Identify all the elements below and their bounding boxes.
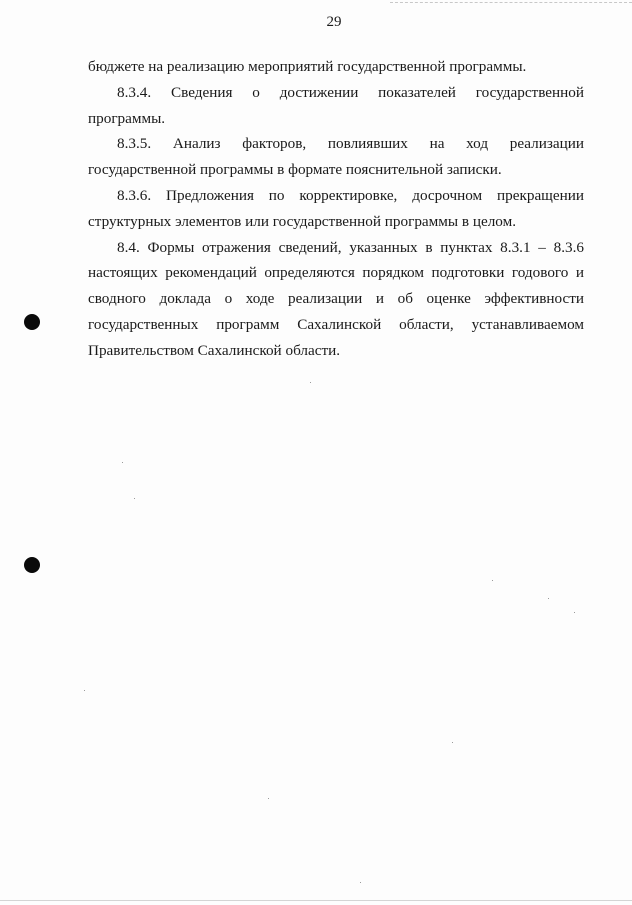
scan-speck [134,498,135,499]
paragraph-8-4: 8.4. Формы отражения сведений, указанных в пунктах 8.3.1 – 8.3.6 настоящих рекомендаций определяются порядком подготовки годового и сводного доклада о ходе реализации и об оценке эффективности государственных программ Сахалинской области, устанавливаемом Правительством Сахалинской области. [88,238,584,359]
punch-hole-icon [24,557,40,573]
scan-edge-bottom [0,900,632,901]
punch-hole-icon [24,314,40,330]
scan-speck [122,462,123,463]
scan-speck [310,382,311,383]
document-body [88,54,584,364]
paragraph-8-3-4: 8.3.4. Сведения о достижении показателей государственной программы. [88,83,584,127]
paragraph-8-3-6: 8.3.6. Предложения по корректировке, досрочном прекращении структурных элементов или государственной программы в целом. [88,186,584,230]
scan-edge-top [390,2,632,3]
scan-speck [360,882,361,883]
scan-speck [452,742,453,743]
paragraph-continuation: бюджете на реализацию мероприятий государственной программы. [88,58,527,75]
scan-speck [574,612,575,613]
paragraph-8-3-5: 8.3.5. Анализ факторов, повлиявших на ход реализации государственной программы в формате пояснительной записки. [88,135,584,179]
scan-speck [492,580,493,581]
scan-speck [84,690,85,691]
scan-speck [548,598,549,599]
page-number: 29 [326,14,342,30]
scan-speck [268,798,269,799]
